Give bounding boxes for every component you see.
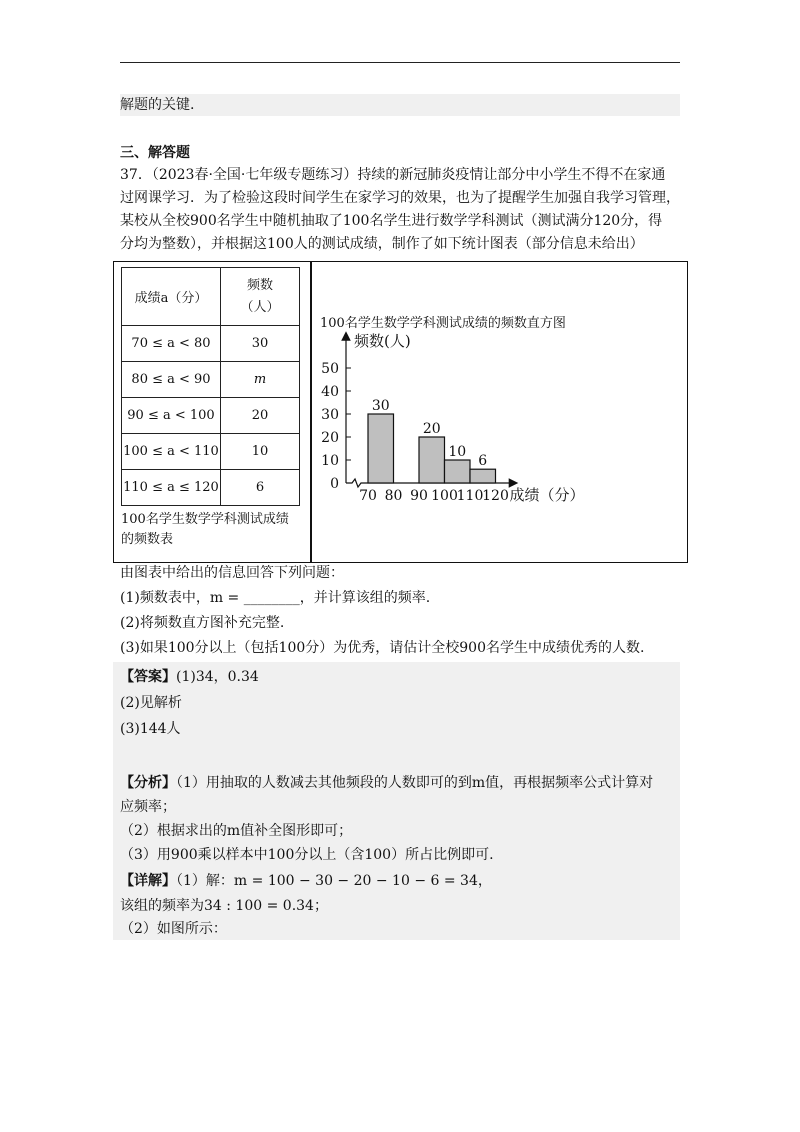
y-tick-label: 0: [330, 476, 339, 492]
question-intro: 由图表中给出的信息回答下列问题：: [120, 565, 344, 581]
table-row: [122, 326, 300, 362]
analysis-line-3: （2）根据求出的m值补全图形即可；: [120, 823, 353, 839]
detail-label: 【详解】: [120, 873, 176, 889]
answer-line-1: [120, 666, 259, 688]
chart-title: 100名学生数学学科测试成绩的频数直方图: [320, 316, 566, 331]
table-caption: [121, 510, 289, 550]
analysis-line-4: （3）用900乘以样本中100分以上（含100）所占比例即可.: [120, 847, 494, 863]
question-2: (2)将频数直方图补充完整.: [120, 615, 285, 631]
detail-line-2: 该组的频率为34 : 100 = 0.34；: [120, 898, 328, 914]
frequency-value: 6: [221, 470, 300, 506]
detail-line-3: （2）如图所示：: [120, 921, 227, 937]
table-row: [122, 470, 300, 506]
bar-value-label: 10: [448, 444, 467, 460]
answer-part3: (3)144人: [120, 721, 181, 737]
table-row: [122, 434, 300, 470]
header-frequency: [221, 268, 300, 326]
x-tick-label: 120: [482, 488, 509, 504]
problem-line-3: 某校从全校900名学生中随机抽取了100名学生进行数学学科测试（测试满分120分，得: [120, 213, 663, 229]
frequency-value: 30: [221, 326, 300, 362]
table-caption-line2: 的频数表: [121, 532, 174, 547]
score-range: 100 ≤ a < 110: [122, 434, 221, 470]
question-3: (3)如果100分以上（包括100分）为优秀，请估计全校900名学生中成绩优秀的人数.: [120, 640, 645, 656]
table-row: [122, 362, 300, 398]
analysis-text-1: （1）用抽取的人数减去其他频段的人数即可的到m值，再根据频率公式计算对: [176, 775, 654, 791]
answer-part1: (1)34，0.34: [176, 669, 259, 685]
histogram-bar: [368, 414, 394, 483]
prev-answer-tail: [120, 94, 680, 116]
table-row: [122, 398, 300, 434]
header-frequency-line1: 频数: [246, 277, 273, 293]
y-tick-label: 10: [321, 453, 339, 469]
frequency-value: m: [221, 362, 300, 398]
prev-answer-text: 解题的关键.: [120, 97, 195, 113]
y-tick-label: 20: [321, 430, 339, 446]
histogram-bar: [445, 460, 471, 483]
frequency-value: 10: [221, 434, 300, 470]
answer-label: 【答案】: [120, 669, 176, 685]
score-range: 110 ≤ a ≤ 120: [122, 470, 221, 506]
x-tick-label: 100: [431, 488, 458, 504]
header-rule: [120, 62, 680, 63]
histogram-bar: [470, 469, 496, 483]
x-tick-label: 80: [384, 488, 403, 504]
axis-break: [346, 479, 368, 487]
y-tick-label: 50: [321, 361, 339, 377]
question-1: (1)频数表中，m = ________，并计算该组的频率.: [120, 590, 431, 606]
frequency-value: 20: [221, 398, 300, 434]
y-axis-label: 频数(人): [354, 332, 411, 350]
answer-part2: (2)见解析: [120, 695, 182, 711]
header-score: 成绩a（分）: [122, 268, 221, 326]
bar-value-label: 20: [422, 421, 441, 437]
x-tick-label: 90: [410, 488, 428, 504]
y-tick-label: 30: [321, 407, 339, 423]
problem-line-2: 过网课学习．为了检验这段时间学生在家学习的效果，也为了提醒学生加强自我学习管理，: [120, 190, 680, 206]
problem-line-1: 37．（2023春·全国·七年级专题练习）持续的新冠肺炎疫情让部分中小学生不得不在家通: [120, 167, 666, 183]
frequency-table: [121, 267, 300, 506]
x-tick-label: 70: [359, 488, 377, 504]
detail-text-1: （1）解：m = 100 − 30 − 20 − 10 − 6 = 34，: [176, 873, 492, 889]
header-frequency-line2: （人）: [240, 299, 280, 315]
score-range: 70 ≤ a < 80: [122, 326, 221, 362]
analysis-label: 【分析】: [120, 775, 176, 791]
analysis-line-2: 应频率；: [120, 799, 176, 815]
table-header-row: [122, 268, 300, 326]
table-caption-line1: 100名学生数学学科测试成绩: [121, 512, 289, 527]
x-axis-label: 成绩（分）: [509, 486, 585, 504]
score-range: 90 ≤ a < 100: [122, 398, 221, 434]
bar-value-label: 30: [371, 398, 390, 414]
analysis-line-1: [120, 772, 653, 794]
y-tick-label: 40: [321, 384, 339, 400]
detail-line-1: [120, 870, 492, 892]
x-tick-label: 110: [456, 488, 484, 504]
bar-value-label: 6: [478, 453, 488, 470]
histogram-chart: [312, 330, 682, 510]
section-title: 三、解答题: [120, 145, 190, 161]
histogram-bar: [419, 437, 445, 483]
problem-line-4: 分均为整数），并根据这100人的测试成绩，制作了如下统计图表（部分信息未给出）: [120, 236, 644, 252]
score-range: 80 ≤ a < 90: [122, 362, 221, 398]
